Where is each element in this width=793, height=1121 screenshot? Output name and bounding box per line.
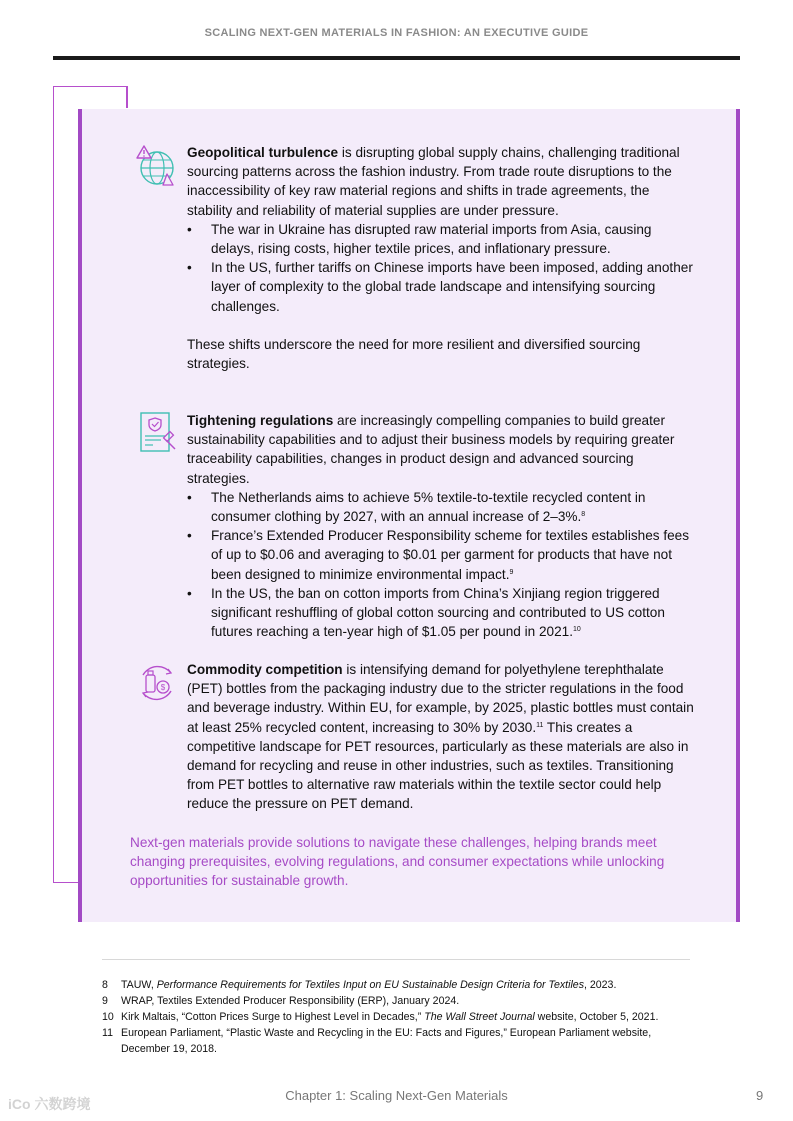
watermark: iCo 六数跨境 bbox=[8, 1096, 91, 1112]
section-title: Geopolitical turbulence bbox=[187, 145, 339, 160]
decorative-frame-edge bbox=[126, 86, 128, 108]
section-title: Tightening regulations bbox=[187, 413, 334, 428]
closing-statement: Next-gen materials provide solutions to navigate these challenges, helping brands meet changing prerequisites, evolving regulations, and consumer expectations while unlocking opportunities for sustainable growth. bbox=[130, 835, 665, 889]
bullet-item: • France’s Extended Producer Responsibility scheme for textiles establishes fees of up to $0.06 and averaging to $0.01 per garment for products that have not been designed to minimize environmental impact.$^9$ bbox=[187, 526, 697, 584]
bullet-list bbox=[187, 488, 697, 642]
footnote: 10 Kirk Maltais, “Cotton Prices Surge to Highest Level in Decades,” The Wall Street Journal website, October 5, 2021. bbox=[102, 1011, 659, 1023]
bullet-list bbox=[187, 220, 697, 316]
globe-alert-icon bbox=[135, 144, 179, 188]
section-intro-continued: This creates a competitive landscape for PET resources, particularly as these materials are also in demand for recycling and reuse in other industries, such as textiles. Transitioning from PET bottles to alternative raw materials within the textile sector could help reduce the pressure on PET demand. bbox=[187, 719, 689, 812]
commodity-cycle-icon bbox=[135, 661, 179, 705]
footnote-rule bbox=[102, 959, 690, 960]
callout-panel-left-bar bbox=[78, 109, 82, 922]
section-geopolitical bbox=[187, 143, 697, 373]
bullet-item: • In the US, further tariffs on Chinese imports have been imposed, adding another layer of complexity to the global trade landscape and intensifying sourcing challenges. bbox=[187, 258, 697, 316]
footer-chapter-title: Chapter 1: Scaling Next-Gen Materials bbox=[285, 1088, 508, 1103]
footnotes bbox=[102, 977, 702, 1057]
page-number: 9 bbox=[756, 1088, 764, 1103]
footnote: 11 European Parliament, “Plastic Waste and Recycling in the EU: Facts and Figures,” European Parliament website, December 19, 2018. bbox=[102, 1027, 652, 1055]
section-title: Commodity competition bbox=[187, 662, 343, 677]
footnote-ref: 9 bbox=[509, 568, 514, 576]
section-outro: These shifts underscore the need for more resilient and diversified sourcing strategies. bbox=[187, 337, 641, 372]
bullet-item: • The war in Ukraine has disrupted raw material imports from Asia, causing delays, rising costs, higher textile prices, and inflationary pressure. bbox=[187, 220, 697, 258]
bullet-item: • In the US, the ban on cotton imports from China’s Xinjiang region triggered significant reshuffling of global cotton sourcing and contributed to US cotton futures reaching a ten-year high of $1.05 per pound in 2021.10 bbox=[187, 584, 697, 642]
callout-panel-right-bar bbox=[736, 109, 740, 922]
section-intro: is disrupting global supply chains, challenging traditional sourcing patterns across the fashion industry. From trade route disruptions to the inaccessibility of key raw material regions and shifts in trade agreements, the stability and reliability of material supplies are under pressure. bbox=[187, 145, 680, 218]
footnote-ref: 8 bbox=[581, 511, 586, 519]
header-rule bbox=[53, 56, 740, 60]
footnote: 8 TAUW, Performance Requirements for Textiles Input on EU Sustainable Design Criteria for Textiles, 2023. bbox=[102, 979, 617, 991]
footnote-ref: 10 bbox=[573, 626, 581, 634]
svg-text:$: $ bbox=[160, 683, 166, 692]
bullet-item: • The Netherlands aims to achieve 5% textile-to-textile recycled content in consumer clothing by 2027, with an annual increase of 2–3%.$^8$ bbox=[187, 488, 697, 526]
footnote: 9 WRAP, Textiles Extended Producer Responsibility (ERP), January 2024. bbox=[102, 995, 460, 1007]
section-commodity bbox=[187, 660, 697, 814]
footnote-ref: 11 bbox=[536, 721, 544, 729]
section-intro: are increasingly compelling companies to build greater sustainability capabilities and to adjust their business models by requiring greater traceability capabilities, changes in product design and advanced sourcing strategies. bbox=[187, 413, 675, 486]
regulation-document-icon bbox=[135, 410, 179, 454]
section-regulations bbox=[187, 411, 697, 641]
running-header: SCALING NEXT-GEN MATERIALS IN FASHION: AN EXECUTIVE GUIDE bbox=[204, 27, 589, 39]
section-intro: is intensifying demand for polyethylene terephthalate (PET) bottles from the packaging industry due to the stricter regulations in the food and beverage industry. Within EU, for example, by 2025, plastic bottles must contain at least 25% recycled content, increasing to 30% by 2030. bbox=[187, 662, 694, 735]
